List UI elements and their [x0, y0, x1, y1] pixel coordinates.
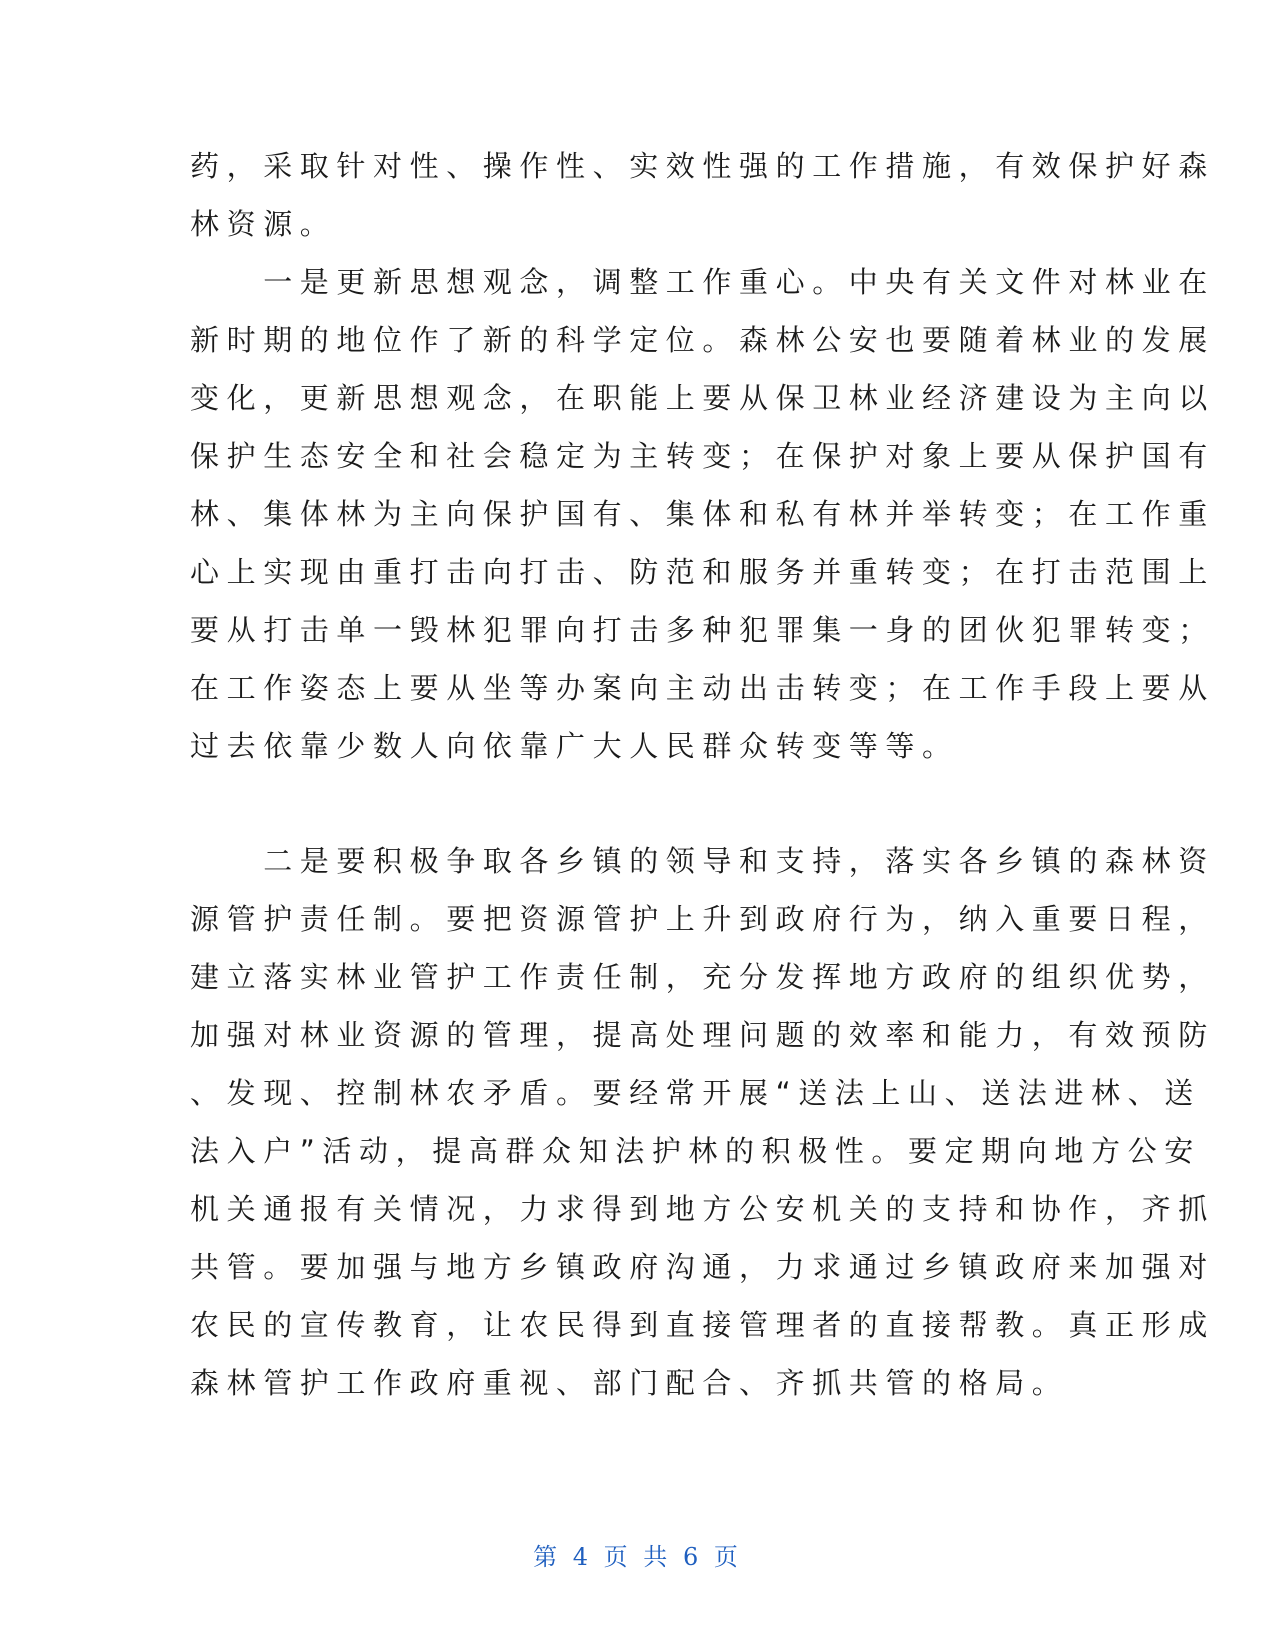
paragraph-1-line-1: 药，采取针对性、操作性、实效性强的工作措施，有效保护好森 [190, 149, 1215, 183]
paragraph-3-line-7: 机关通报有关情况，力求得到地方公安机关的支持和协作，齐抓 [190, 1192, 1215, 1226]
paragraph-2-line-2: 新时期的地位作了新的科学定位。森林公安也要随着林业的发展 [190, 323, 1215, 357]
paragraph-3-line-4: 加强对林业资源的管理，提高处理问题的效率和能力，有效预防 [190, 1018, 1215, 1052]
page-number-footer: 第 4 页 共 6 页 [533, 1543, 742, 1571]
paragraph-3-line-5: 、发现、控制林农矛盾。要经常开展“送法上山、送法进林、送 [190, 1076, 1201, 1110]
paragraph-3-line-9: 农民的宣传教育，让农民得到直接管理者的直接帮教。真正形成 [190, 1308, 1215, 1342]
paragraph-2-line-7: 要从打击单一毁林犯罪向打击多种犯罪集一身的团伙犯罪转变； [190, 613, 1215, 647]
paragraph-3-line-6: 法入户”活动，提高群众知法护林的积极性。要定期向地方公安 [190, 1134, 1201, 1168]
paragraph-2-line-4: 保护生态安全和社会稳定为主转变；在保护对象上要从保护国有 [190, 439, 1215, 473]
paragraph-1-line-2: 林资源。 [190, 207, 337, 241]
paragraph-2-line-1: 一是更新思想观念，调整工作重心。中央有关文件对林业在 [190, 265, 1215, 299]
paragraph-3-line-3: 建立落实林业管护工作责任制，充分发挥地方政府的组织优势， [190, 960, 1215, 994]
paragraph-3-line-10: 森林管护工作政府重视、部门配合、齐抓共管的格局。 [190, 1366, 1069, 1400]
paragraph-3-line-2: 源管护责任制。要把资源管护上升到政府行为，纳入重要日程， [190, 902, 1215, 936]
paragraph-2-line-6: 心上实现由重打击向打击、防范和服务并重转变；在打击范围上 [190, 555, 1215, 589]
paragraph-2-line-3: 变化，更新思想观念，在职能上要从保卫林业经济建设为主向以 [190, 381, 1215, 415]
paragraph-3-line-1: 二是要积极争取各乡镇的领导和支持，落实各乡镇的森林资 [190, 844, 1215, 878]
paragraph-2-line-8: 在工作姿态上要从坐等办案向主动出击转变；在工作手段上要从 [190, 671, 1215, 705]
paragraph-3-line-8: 共管。要加强与地方乡镇政府沟通，力求通过乡镇政府来加强对 [190, 1250, 1215, 1284]
paragraph-2-line-5: 林、集体林为主向保护国有、集体和私有林并举转变；在工作重 [190, 497, 1215, 531]
paragraph-2-line-9: 过去依靠少数人向依靠广大人民群众转变等等。 [190, 729, 959, 763]
